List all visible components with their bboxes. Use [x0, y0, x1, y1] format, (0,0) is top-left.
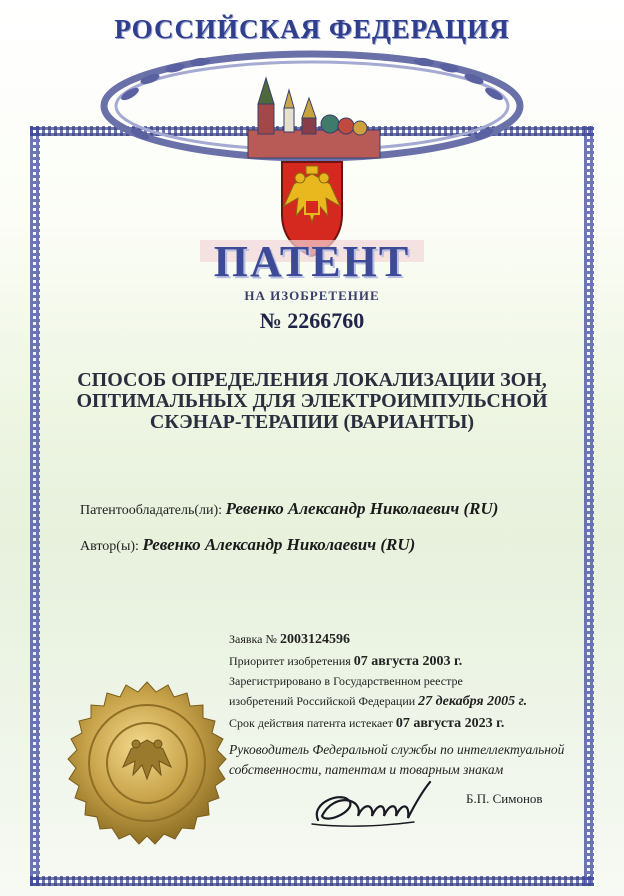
patent-author	[80, 535, 415, 555]
official-title-line: Руководитель Федеральной службы по интеллектуальной	[229, 742, 565, 757]
country-name: РОССИЙСКАЯ ФЕДЕРАЦИЯ	[114, 14, 510, 44]
registered-label-line2: изобретений Российской Федерации	[229, 693, 416, 708]
invention-title	[0, 370, 624, 433]
priority-label: Приоритет изобретения	[229, 653, 351, 668]
document-title: ПАТЕНТ	[213, 237, 411, 286]
gold-seal-icon	[62, 680, 232, 850]
application-label: Заявка №	[229, 632, 277, 646]
validity-label: Срок действия патента истекает	[229, 715, 393, 730]
invention-title-line: СПОСОБ ОПРЕДЕЛЕНИЯ ЛОКАЛИЗАЦИИ ЗОН,	[77, 369, 547, 391]
validity-date: 07 августа 2023 г.	[395, 715, 505, 731]
patent-author-label: Автор(ы):	[80, 539, 139, 554]
document-subtitle: НА ИЗОБРЕТЕНИЕ	[244, 288, 380, 303]
invention-title-line: ОПТИМАЛЬНЫХ ДЛЯ ЭЛЕКТРОИМПУЛЬСНОЙ	[76, 390, 548, 412]
signer-name: Б.П. Симонов	[466, 791, 543, 806]
priority-date: 07 августа 2003 г.	[353, 653, 463, 669]
handwritten-signature	[304, 772, 434, 842]
patent-holder	[80, 499, 498, 519]
border-bottom	[30, 876, 594, 886]
invention-title-line: СКЭНАР-ТЕРАПИИ (ВАРИАНТЫ)	[149, 411, 475, 433]
patent-holder-label: Патентообладатель(ли):	[80, 503, 223, 518]
application-number: 2003124596	[279, 632, 350, 647]
kremlin-icon	[248, 78, 380, 158]
patent-author-value: Ревенко Александр Николаевич (RU)	[142, 535, 416, 554]
registered-label-line1: Зарегистрировано в Государственном реестре	[229, 674, 463, 689]
official-title-line: собственности, патентам и товарным знакам	[229, 761, 504, 777]
registered-date: 27 декабря 2005 г.	[418, 693, 528, 709]
registration-details	[229, 629, 527, 734]
patent-number: № 2266760	[259, 308, 365, 333]
patent-holder-value: Ревенко Александр Николаевич (RU)	[225, 499, 499, 518]
